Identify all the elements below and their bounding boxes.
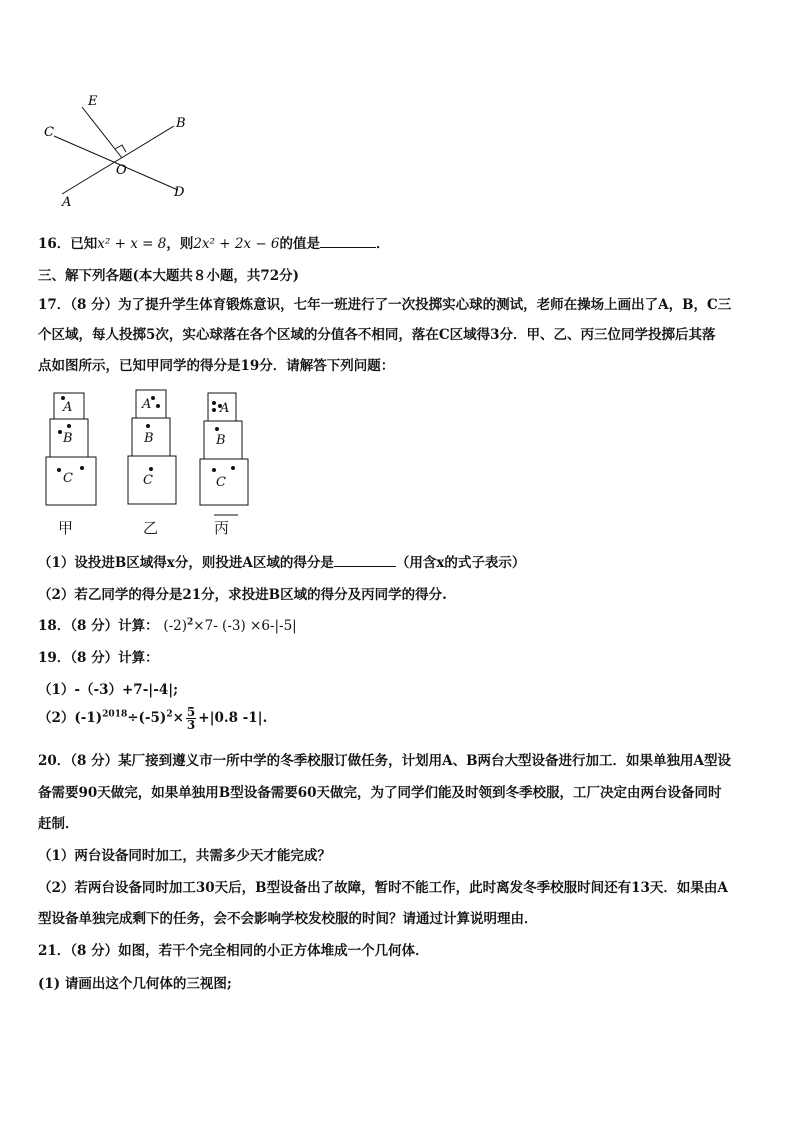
q19-p2-a: （2）(-1) (38, 710, 103, 726)
q20-sub-1: （1）两台设备同时加工，共需多少天才能完成？ (38, 848, 331, 864)
q16-suffix: 的值是 (279, 236, 321, 252)
q20-line-1: 20．（8 分）某厂接到遵义市一所中学的冬季校服订做任务，计划用A、B两台大型设备进行加工．如果单独用A型设 (38, 753, 731, 769)
q17-line-2: 个区域，每人投掷5次，实心球落在各个区域的分值各不相同，落在C区域得3分．甲、乙、丙三位同学投掷后其落 (38, 327, 716, 343)
region-A-jia: A (63, 400, 73, 415)
q20-sub-2-line-2: 型设备单独完成剩下的任务，会不会影响学校发校服的时间？请通过计算说明理由． (38, 911, 538, 927)
region-A-yi: A (142, 397, 152, 412)
region-C-bing: C (216, 475, 226, 490)
answer-blank (334, 554, 396, 567)
fraction-denominator: 3 (186, 718, 196, 732)
region-C-yi: C (143, 473, 153, 488)
label-O: O (116, 163, 127, 178)
question-18 (38, 614, 297, 634)
answer-blank (320, 235, 376, 248)
section-heading: 三、解下列各题(本大题共８小题，共72分) (38, 268, 300, 284)
q17-sub-1 (38, 551, 525, 571)
q17-sub-1-hint: （用含x的式子表示） (395, 555, 526, 571)
q17-sub-2: （2）若乙同学的得分是21分，求投进B区域的得分及丙同学的得分. (38, 587, 447, 603)
q18-expr-a: (-2) (163, 618, 188, 634)
q19-p2-times: × (172, 710, 184, 726)
q17-sub-1-text: （1）设投进B区域得x分，则投进A区域的得分是 (38, 555, 334, 571)
q19-p2-exp2: 2 (166, 709, 173, 720)
region-A-bing: A (220, 401, 230, 416)
q20-line-2: 备需要90天做完，如果单独用B型设备需要60天做完，为了同学们能及时领到冬季校服，工厂决定由两台设备同时 (38, 785, 722, 801)
q20-sub-2-line-1: （2）若两台设备同时加工30天后，B型设备出了故障，暂时不能工作，此时离发冬季校服时间还有13天．如果由A (38, 880, 728, 896)
q16-end: ． (376, 236, 390, 252)
student-bing: 丙 (214, 519, 230, 537)
q19-label: 19．（8 分）计算： (38, 650, 159, 666)
label-D: D (174, 185, 185, 200)
q19-p2-c: +|0.8 -1|. (198, 710, 268, 726)
region-B-yi: B (144, 431, 154, 446)
region-C-jia: C (63, 471, 73, 486)
fraction (186, 706, 196, 731)
q19-p2-exp1: 2018 (102, 709, 128, 720)
q17-line-1: 17．（8 分）为了提升学生体育锻炼意识，七年一班进行了一次投掷实心球的测试，老师在操场上画出了A，B，C三 (38, 297, 732, 313)
question-16 (38, 232, 390, 252)
q16-expression: 2x² + 2x − 6 (193, 236, 280, 252)
q17-line-3: 点如图所示，已知甲同学的得分是19分．请解答下列问题： (38, 358, 395, 374)
student-yi: 乙 (143, 519, 159, 537)
q16-condition: x² + x = 8 (97, 236, 167, 252)
region-B-bing: B (216, 433, 226, 448)
q19-part-2 (38, 706, 267, 731)
q16-prefix: 16．已知 (38, 236, 98, 252)
q18-label: 18．（8 分）计算： (38, 618, 159, 634)
q18-exponent: 2 (187, 617, 194, 628)
student-jia: 甲 (58, 519, 74, 537)
q16-mid: ，则 (166, 236, 194, 252)
q18-expr-b: ×7- (-3) ×6-|-5| (193, 618, 297, 634)
q21-line-1: 21．（8 分）如图，若干个完全相同的小正方体堆成一个几何体． (38, 943, 429, 959)
label-C: C (44, 125, 54, 140)
fraction-numerator: 5 (186, 705, 196, 719)
q20-line-3: 赶制． (38, 816, 79, 832)
q21-sub-1: (1) 请画出这个几何体的三视图; (38, 976, 232, 992)
label-A: A (62, 195, 72, 210)
q19-part-1: （1）-（-3）+7-|-4|; (38, 682, 179, 698)
label-B: B (176, 116, 186, 131)
label-E: E (88, 94, 98, 109)
region-B-jia: B (63, 431, 73, 446)
angle-figure (38, 88, 198, 210)
throw-regions-figure (38, 384, 278, 540)
q19-p2-b: ÷(-5) (127, 710, 167, 726)
